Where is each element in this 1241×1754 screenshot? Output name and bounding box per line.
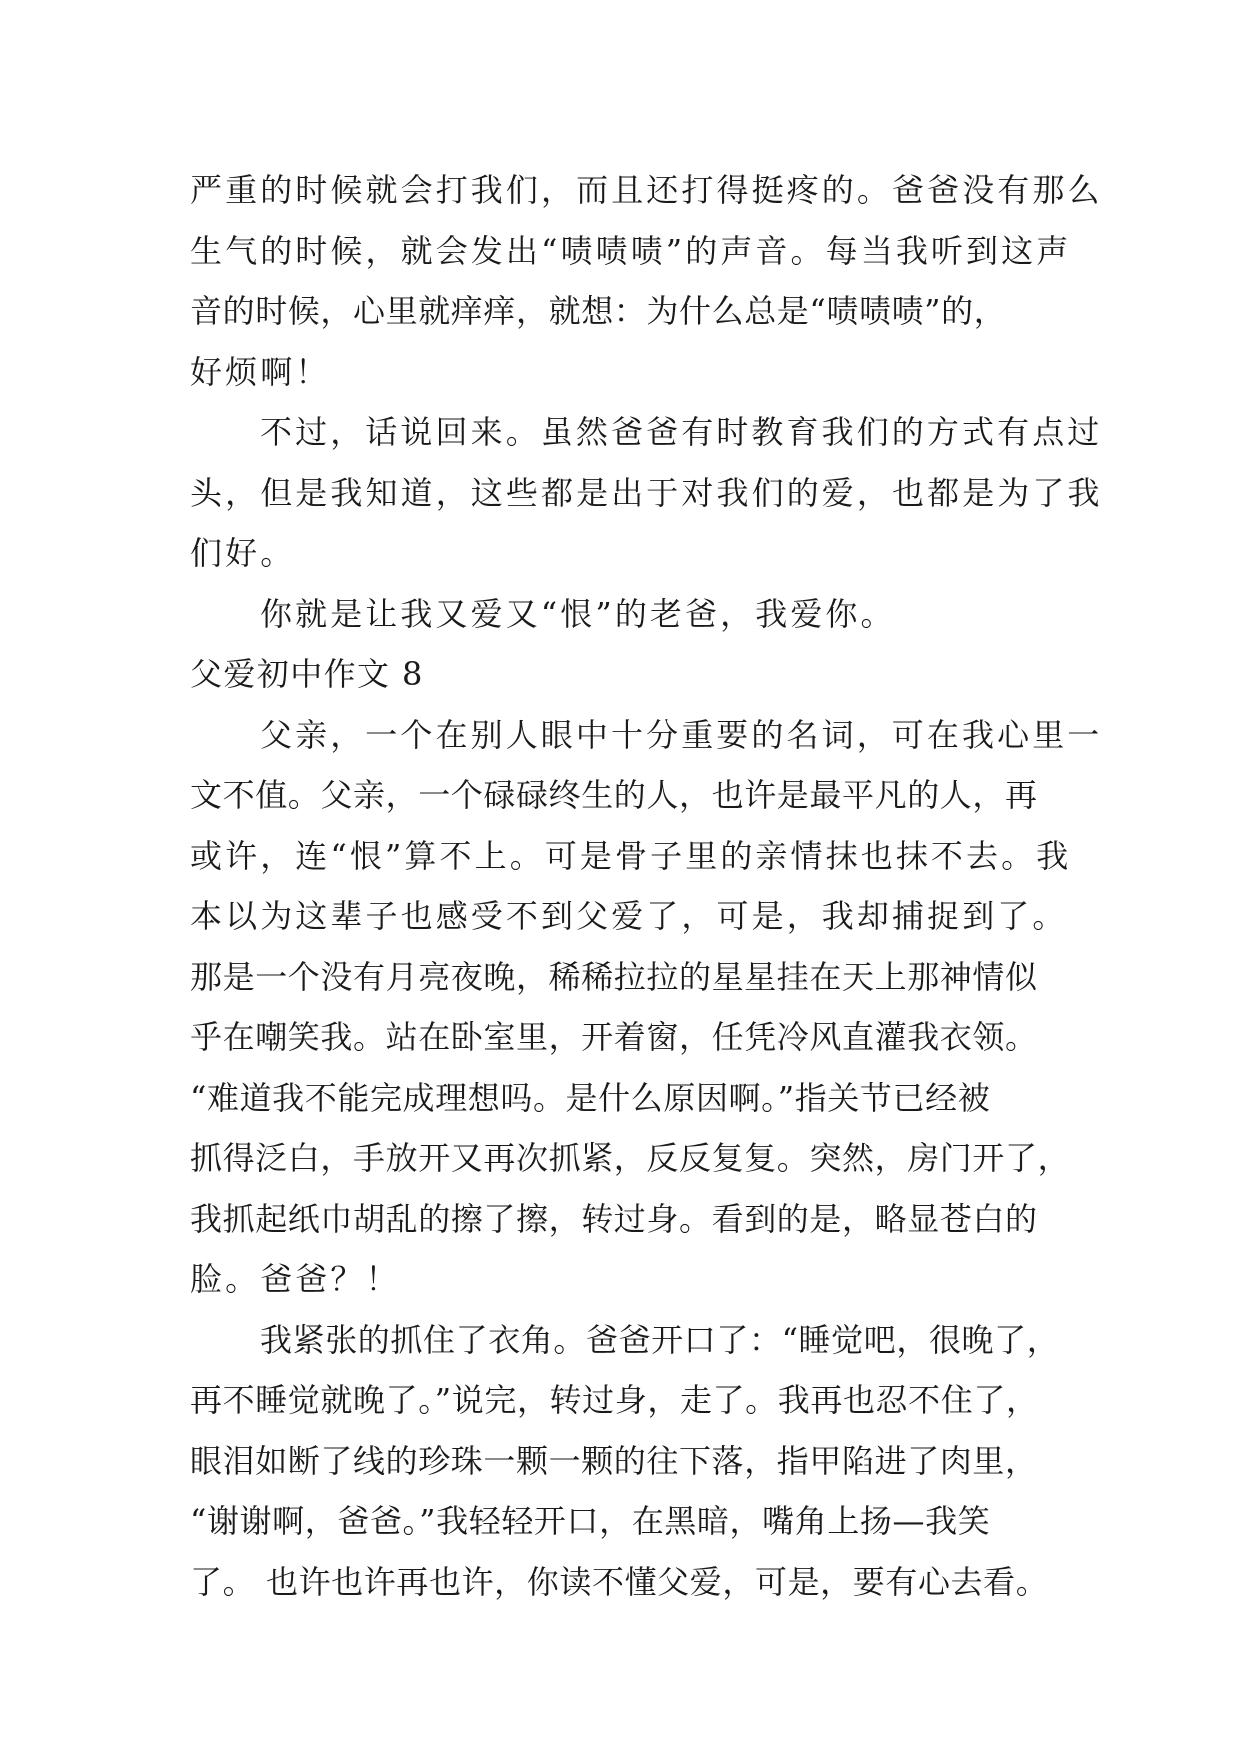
text-line: 严重的时候就会打我们，而且还打得挺疼的。爸爸没有那么 [190,171,1103,209]
text-line: 乎在嘲笑我。站在卧室里，开着窗，任凭冷风直灌我衣领。 [190,1018,1038,1056]
text-line: 再不睡觉就晚了。”说完，转过身，走了。我再也忍不住了， [190,1381,1039,1419]
text-line: 脸。爸爸？！ [190,1260,401,1298]
text-line: 父亲，一个在别人眼中十分重要的名词，可在我心里一 [260,715,1103,754]
paragraph-1 [190,160,1103,402]
text-line: 不过，话说回来。虽然爸爸有时教育我们的方式有点过 [260,413,1103,451]
text-line: 我紧张的抓住了衣角。爸爸开口了：“睡觉吧，很晚了， [260,1320,1060,1359]
text-line: “谢谢啊，爸爸。”我轻轻开口，在黑暗，嘴角上扬—我笑 [190,1502,991,1540]
text-line: 了。 也许也许再也许，你读不懂父爱，可是，要有心去看。 [190,1562,1049,1601]
text-line: 那是一个没有月亮夜晚，稀稀拉拉的星星挂在天上那神情似 [190,957,1038,996]
text-line: 我抓起纸巾胡乱的擦了擦，转过身。看到的是，略显苍白的 [190,1199,1038,1238]
text-line: 头，但是我知道，这些都是出于对我们的爱，也都是为了我 [190,473,1103,512]
heading-text: 父爱初中作文 8 [190,655,424,693]
section-heading [190,644,1070,705]
text-line: 本以为这辈子也感受不到父爱了，可是，我却捕捉到了。 [190,897,1068,935]
paragraph-4 [190,705,1103,1310]
text-line: “难道我不能完成理想吗。是什么原因啊。”指关节已经被 [190,1078,991,1117]
text-line: 文不值。父亲，一个碌碌终生的人，也许是最平凡的人，再 [190,776,1038,814]
text-line: 你就是让我又爱又“恨”的老爸，我爱你。 [260,594,896,633]
text-line: 音的时候，心里就痒痒，就想：为什么总是“啧啧啧”的， [190,292,1007,330]
text-line: 生气的时候，就会发出“啧啧啧”的声音。每当我听到这声 [190,231,1072,270]
paragraph-2 [190,402,1103,584]
document-body [190,160,1103,1612]
text-line: 好烦啊！ [190,352,331,391]
text-line: 抓得泛白，手放开又再次抓紧，反反复复。突然，房门开了， [190,1139,1071,1177]
text-line: 眼泪如断了线的珍珠一颗一颗的往下落，指甲陷进了肉里， [190,1441,1038,1480]
text-line: 们好。 [190,534,296,572]
paragraph-3 [190,584,1070,645]
paragraph-5 [190,1310,1070,1613]
text-line: 或许，连“恨”算不上。可是骨子里的亲情抹也抹不去。我 [190,836,1072,875]
